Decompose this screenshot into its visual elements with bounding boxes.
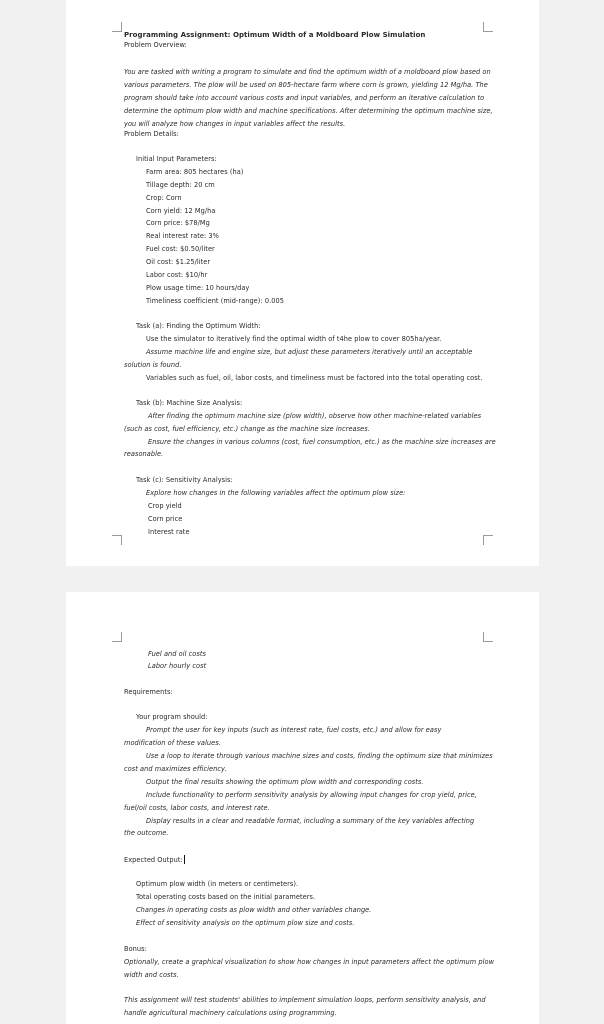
- task-c-item: Corn price: [148, 515, 183, 523]
- document-page-2: [66, 592, 539, 1024]
- requirement-text: Output the final results showing the optimum plow width and corresponding costs.: [146, 778, 424, 786]
- param-item: Corn yield: 12 Mg/ha: [146, 207, 216, 215]
- crop-mark-top-right: [483, 632, 493, 642]
- param-item: Plow usage time: 10 hours/day: [146, 284, 250, 292]
- bonus-text: width and costs.: [124, 971, 179, 979]
- requirement-text: fuel/oil costs, labor costs, and interest rate.: [124, 804, 270, 812]
- overview-line: various parameters. The plow will be used on 805-hectare farm where corn is grown, yielding 12 Mg/ha. The: [124, 81, 488, 89]
- param-item: Farm area: 805 hectares (ha): [146, 168, 244, 176]
- task-c-heading: Task (c): Sensitivity Analysis:: [136, 476, 233, 484]
- param-item: Real interest rate: 3%: [146, 232, 219, 240]
- requirements-intro: Your program should:: [136, 713, 208, 721]
- bonus-heading: Bonus:: [124, 945, 147, 953]
- closing-text: handle agricultural machinery calculations using programming.: [124, 1009, 337, 1017]
- task-c-item: Interest rate: [148, 528, 190, 536]
- expected-output-item: Optimum plow width (in meters or centimeters).: [136, 880, 299, 888]
- task-b-text: reasonable.: [124, 450, 164, 458]
- requirements-heading: Requirements:: [124, 688, 173, 696]
- task-c-item: Labor hourly cost: [148, 662, 207, 670]
- requirement-text: Include functionality to perform sensitivity analysis by allowing input changes for crop yield, price,: [146, 791, 477, 799]
- param-item: Labor cost: $10/hr: [146, 271, 208, 279]
- task-c-item: Crop yield: [148, 502, 182, 510]
- param-item: Crop: Corn: [146, 194, 182, 202]
- overview-line: program should take into account various costs and input variables, and perform an iterative calculation to: [124, 94, 485, 102]
- crop-mark-top-left: [112, 22, 122, 32]
- task-c-item: Fuel and oil costs: [148, 650, 206, 658]
- crop-mark-top-left: [112, 632, 122, 642]
- expected-output-item: Effect of sensitivity analysis on the optimum plow size and costs.: [136, 919, 355, 927]
- task-b-text: Ensure the changes in various columns (cost, fuel consumption, etc.) as the machine size increases are: [148, 438, 496, 446]
- param-item: Tillage depth: 20 cm: [146, 181, 215, 189]
- bonus-text: Optionally, create a graphical visualization to show how changes in input parameters affect the optimum plow: [124, 958, 495, 966]
- problem-details-heading: Problem Details:: [124, 130, 179, 138]
- requirement-text: Prompt the user for key inputs (such as interest rate, fuel costs, etc.) and allow for easy: [146, 726, 442, 734]
- expected-output-item: Changes in operating costs as plow width and other variables change.: [136, 906, 372, 914]
- initial-params-heading: Initial Input Parameters:: [136, 155, 217, 163]
- overview-line: You are tasked with writing a program to simulate and find the optimum width of a moldboard plow based on: [124, 68, 491, 76]
- param-item: Timeliness coefficient (mid-range): 0.005: [146, 297, 284, 305]
- overview-line: determine the optimum plow width and machine specifications. After determining the optimum machine size,: [124, 107, 493, 115]
- requirement-text: Use a loop to iterate through various machine sizes and costs, finding the optimum size that minimizes: [146, 752, 493, 760]
- problem-overview-heading: Problem Overview:: [124, 41, 187, 49]
- requirement-text: Display results in a clear and readable format, including a summary of the key variables affecting: [146, 817, 475, 825]
- crop-mark-top-right: [483, 22, 493, 32]
- expected-output-heading-text: Expected Output:: [124, 856, 183, 864]
- task-a-text: Use the simulator to iteratively find the optimal width of t4he plow to cover 805ha/year.: [146, 335, 442, 343]
- task-a-heading: Task (a): Finding the Optimum Width:: [136, 322, 261, 330]
- task-b-text: After finding the optimum machine size (plow width), observe how other machine-related variables: [148, 412, 482, 420]
- requirement-text: modification of these values.: [124, 739, 221, 747]
- param-item: Corn price: $78/Mg: [146, 219, 210, 227]
- task-a-text: Variables such as fuel, oil, labor costs, and timeliness must be factored into the total operating cost.: [146, 374, 483, 382]
- crop-mark-bottom-left: [112, 535, 122, 545]
- task-b-heading: Task (b): Machine Size Analysis:: [136, 399, 243, 407]
- requirement-text: cost and maximizes efficiency.: [124, 765, 227, 773]
- document-page-1: [66, 0, 539, 566]
- task-b-text: (such as cost, fuel efficiency, etc.) change as the machine size increases.: [124, 425, 370, 433]
- text-cursor: [184, 855, 186, 864]
- document-title: Programming Assignment: Optimum Width of a Moldboard Plow Simulation: [124, 31, 426, 39]
- overview-line: you will analyze how changes in input variables affect the results.: [124, 120, 346, 128]
- param-item: Fuel cost: $0.50/liter: [146, 245, 215, 253]
- requirement-text: the outcome.: [124, 829, 169, 837]
- param-item: Oil cost: $1.25/liter: [146, 258, 211, 266]
- task-a-text: Assume machine life and engine size, but adjust these parameters iteratively until an acceptable: [146, 348, 473, 356]
- task-c-text: Explore how changes in the following variables affect the optimum plow size:: [146, 489, 406, 497]
- closing-text: This assignment will test students' abilities to implement simulation loops, perform sensitivity analysis, and: [124, 996, 486, 1004]
- task-a-text: solution is found.: [124, 361, 182, 369]
- expected-output-heading[interactable]: [124, 855, 185, 865]
- crop-mark-bottom-right: [483, 535, 493, 545]
- expected-output-item: Total operating costs based on the initial parameters.: [136, 893, 316, 901]
